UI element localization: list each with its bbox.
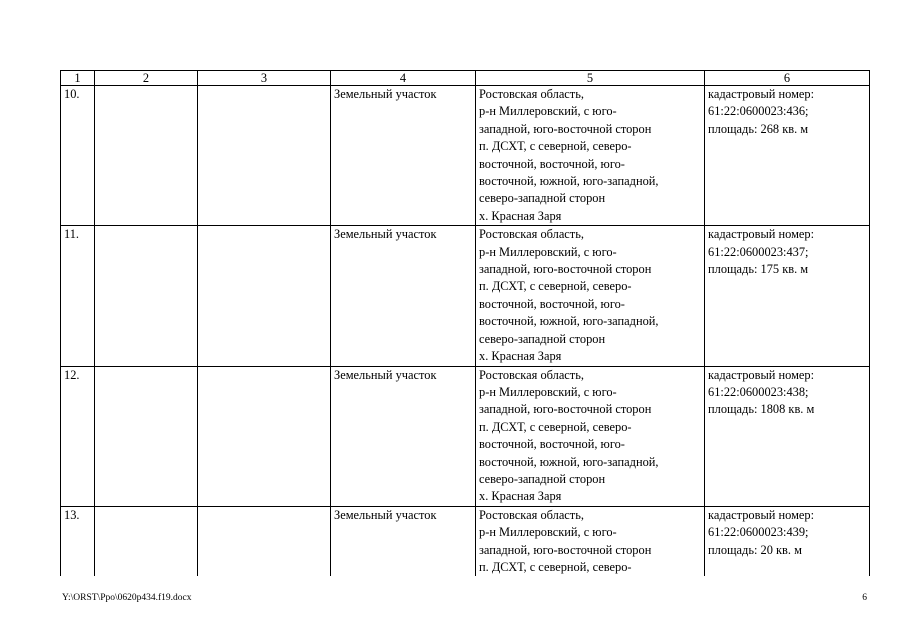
row-number-cell: 12.: [61, 366, 95, 506]
address-cell: [476, 506, 705, 576]
table-row: [61, 86, 870, 226]
details-line: площадь: 268 кв. м: [708, 121, 809, 136]
address-line: Ростовская область,: [479, 227, 584, 242]
address-line: западной, юго-восточной сторон: [479, 542, 652, 557]
details-cell: [705, 86, 870, 226]
address-line: западной, юго-восточной сторон: [479, 121, 652, 136]
object-type-cell: Земельный участок: [331, 366, 476, 506]
details-line: 61:22:0600023:437;: [708, 244, 809, 259]
file-path: Y:\ORST\Ppo\0620p434.f19.docx: [62, 593, 192, 603]
table-row: [61, 366, 870, 506]
table-row: [61, 506, 870, 576]
header-cell-5: 5: [476, 71, 705, 86]
address-line: Ростовская область,: [479, 87, 584, 101]
row-number-cell: 10.: [61, 86, 95, 226]
details-line: площадь: 1808 кв. м: [708, 402, 815, 417]
col2-cell: [95, 506, 198, 576]
address-line: Ростовская область,: [479, 367, 584, 382]
object-type-cell: Земельный участок: [331, 506, 476, 576]
address-line: северо-западной сторон: [479, 331, 606, 346]
address-line: восточной, южной, юго-западной,: [479, 174, 659, 189]
details-line: площадь: 175 кв. м: [708, 262, 809, 277]
details-line: кадастровый номер:: [708, 367, 815, 382]
address-line: Ростовская область,: [479, 507, 584, 522]
object-type-cell: Земельный участок: [331, 226, 476, 366]
address-line: р-н Миллеровский, с юго-: [479, 525, 617, 540]
object-type-cell: Земельный участок: [331, 86, 476, 226]
details-line: кадастровый номер:: [708, 507, 815, 522]
address-cell: [476, 86, 705, 226]
address-line: п. ДСХТ, с северной, северо-: [479, 559, 632, 574]
header-cell-4: 4: [331, 71, 476, 86]
header-cell-3: 3: [198, 71, 331, 86]
address-line: р-н Миллеровский, с юго-: [479, 384, 617, 399]
header-row: [61, 71, 870, 86]
address-cell: [476, 366, 705, 506]
details-cell: [705, 506, 870, 576]
address-line: восточной, южной, юго-западной,: [479, 454, 659, 469]
table-row: [61, 226, 870, 366]
details-line: площадь: 20 кв. м: [708, 542, 802, 557]
address-line: п. ДСХТ, с северной, северо-: [479, 279, 632, 294]
col2-cell: [95, 366, 198, 506]
details-line: 61:22:0600023:436;: [708, 104, 809, 119]
details-cell: [705, 366, 870, 506]
address-line: р-н Миллеровский, с юго-: [479, 244, 617, 259]
header-cell-2: 2: [95, 71, 198, 86]
address-line: северо-западной сторон: [479, 471, 606, 486]
details-line: кадастровый номер:: [708, 227, 815, 242]
address-line: северо-западной сторон: [479, 191, 606, 206]
col3-cell: [198, 366, 331, 506]
address-line: х. Красная Заря: [479, 208, 562, 223]
row-number-cell: 13.: [61, 506, 95, 576]
details-line: 61:22:0600023:439;: [708, 525, 809, 540]
details-cell: [705, 226, 870, 366]
header-cell-6: 6: [705, 71, 870, 86]
address-cell: [476, 226, 705, 366]
col3-cell: [198, 86, 331, 226]
address-line: р-н Миллеровский, с юго-: [479, 104, 617, 119]
land-plots-table: [60, 70, 870, 576]
address-line: восточной, южной, юго-западной,: [479, 314, 659, 329]
address-line: х. Красная Заря: [479, 489, 562, 504]
details-line: кадастровый номер:: [708, 87, 815, 101]
address-line: п. ДСХТ, с северной, северо-: [479, 419, 632, 434]
col2-cell: [95, 226, 198, 366]
col3-cell: [198, 506, 331, 576]
address-line: п. ДСХТ, с северной, северо-: [479, 139, 632, 154]
page-number: 6: [862, 593, 867, 603]
address-line: восточной, восточной, юго-: [479, 437, 625, 452]
col3-cell: [198, 226, 331, 366]
address-line: х. Красная Заря: [479, 349, 562, 364]
row-number-cell: 11.: [61, 226, 95, 366]
details-line: 61:22:0600023:438;: [708, 384, 809, 399]
address-line: западной, юго-восточной сторон: [479, 402, 652, 417]
address-line: западной, юго-восточной сторон: [479, 262, 652, 277]
col2-cell: [95, 86, 198, 226]
header-cell-1: 1: [61, 71, 95, 86]
address-line: восточной, восточной, юго-: [479, 296, 625, 311]
address-line: восточной, восточной, юго-: [479, 156, 625, 171]
